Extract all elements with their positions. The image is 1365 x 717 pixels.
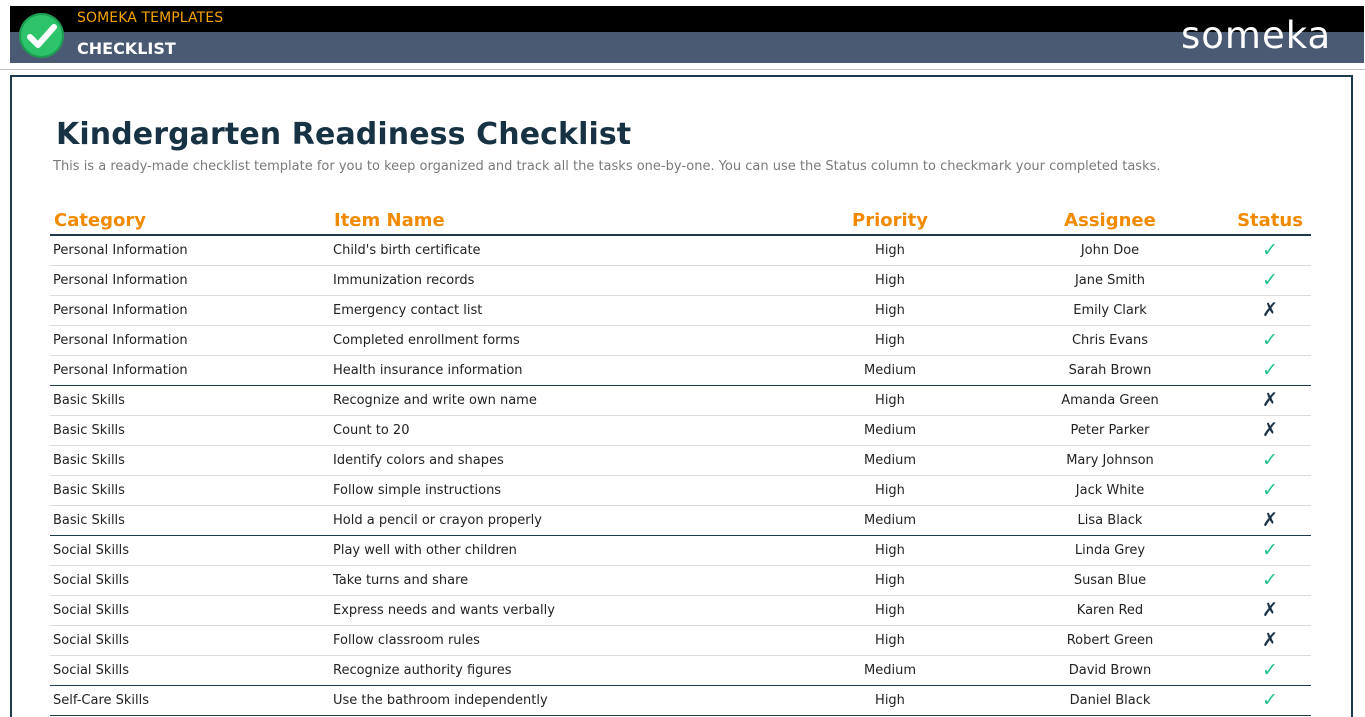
assignee-cell[interactable]: Jack White (1075, 483, 1145, 498)
table-header (0, 210, 1365, 236)
category-cell[interactable]: Self-Care Skills (53, 693, 150, 708)
table-row[interactable] (50, 656, 1311, 686)
item-name-cell[interactable]: Take turns and share (333, 573, 469, 588)
item-name-cell[interactable]: Play well with other children (333, 543, 517, 558)
item-name-cell[interactable]: Hold a pencil or crayon properly (333, 513, 542, 528)
check-circle-icon (19, 13, 64, 58)
item-name-cell[interactable]: Recognize authority figures (333, 663, 512, 678)
table-row[interactable] (50, 356, 1311, 386)
table-row[interactable] (50, 236, 1311, 266)
checkmark-icon[interactable]: ✓ (1262, 539, 1278, 561)
priority-cell[interactable]: Medium (864, 663, 916, 678)
assignee-cell[interactable]: Karen Red (1076, 603, 1144, 618)
assignee-cell[interactable]: Susan Blue (1073, 573, 1147, 588)
category-cell[interactable]: Social Skills (53, 633, 130, 648)
category-cell[interactable]: Social Skills (53, 543, 130, 558)
item-name-cell[interactable]: Completed enrollment forms (333, 333, 520, 348)
cross-icon[interactable]: ✗ (1262, 419, 1278, 441)
checkmark-icon[interactable]: ✓ (1262, 479, 1278, 501)
table-row[interactable] (50, 536, 1311, 566)
priority-cell[interactable]: High (875, 483, 905, 498)
priority-cell[interactable]: Medium (864, 423, 916, 438)
brand-label: SOMEKA TEMPLATES (77, 10, 224, 26)
column-header-assignee[interactable]: Assignee (1064, 210, 1156, 231)
priority-cell[interactable]: High (875, 243, 905, 258)
category-cell[interactable]: Personal Information (53, 333, 188, 348)
priority-cell[interactable]: Medium (864, 513, 916, 528)
page-description: This is a ready-made checklist template for you to keep organized and track all the tasks one-by-one. You can use the Status column to checkmark your completed tasks. (53, 159, 1161, 174)
table-row[interactable] (50, 296, 1311, 326)
assignee-cell[interactable]: Emily Clark (1073, 303, 1147, 318)
category-cell[interactable]: Basic Skills (53, 483, 125, 498)
priority-cell[interactable]: High (875, 543, 905, 558)
category-cell[interactable]: Social Skills (53, 573, 130, 588)
priority-cell[interactable]: High (875, 573, 905, 588)
assignee-cell[interactable]: Amanda Green (1061, 393, 1159, 408)
checkmark-icon[interactable]: ✓ (1262, 359, 1278, 381)
section-label: CHECKLIST (77, 39, 176, 58)
someka-logo[interactable]: someka (1181, 14, 1332, 57)
column-header-priority[interactable]: Priority (852, 210, 928, 231)
priority-cell[interactable]: High (875, 603, 905, 618)
item-name-cell[interactable]: Express needs and wants verbally (333, 603, 555, 618)
cross-icon[interactable]: ✗ (1262, 599, 1278, 621)
priority-cell[interactable]: High (875, 273, 905, 288)
item-name-cell[interactable]: Recognize and write own name (333, 393, 537, 408)
assignee-cell[interactable]: Linda Grey (1074, 543, 1146, 558)
assignee-cell[interactable]: Robert Green (1066, 633, 1154, 648)
checkmark-icon[interactable]: ✓ (1262, 659, 1278, 681)
priority-cell[interactable]: High (875, 633, 905, 648)
assignee-cell[interactable]: Daniel Black (1069, 693, 1151, 708)
item-name-cell[interactable]: Child's birth certificate (333, 243, 481, 258)
divider (0, 69, 1365, 70)
table-row[interactable] (50, 446, 1311, 476)
category-cell[interactable]: Personal Information (53, 273, 188, 288)
cross-icon[interactable]: ✗ (1262, 509, 1278, 531)
checkmark-icon[interactable]: ✓ (1262, 329, 1278, 351)
table-row[interactable] (50, 686, 1311, 716)
item-name-cell[interactable]: Use the bathroom independently (333, 693, 548, 708)
category-cell[interactable]: Personal Information (53, 303, 188, 318)
checkmark-icon[interactable]: ✓ (1262, 569, 1278, 591)
priority-cell[interactable]: High (875, 333, 905, 348)
table-row[interactable] (50, 326, 1311, 356)
item-name-cell[interactable]: Identify colors and shapes (333, 453, 504, 468)
item-name-cell[interactable]: Follow simple instructions (333, 483, 502, 498)
category-cell[interactable]: Basic Skills (53, 513, 125, 528)
checkmark-icon[interactable]: ✓ (1262, 689, 1278, 711)
category-cell[interactable]: Social Skills (53, 603, 130, 618)
column-header-category[interactable]: Category (54, 210, 147, 231)
table-row[interactable] (50, 266, 1311, 296)
priority-cell[interactable]: High (875, 393, 905, 408)
table-row[interactable] (50, 566, 1311, 596)
assignee-cell[interactable]: Sarah Brown (1068, 363, 1152, 378)
priority-cell[interactable]: Medium (864, 453, 916, 468)
column-header-item-name[interactable]: Item Name (334, 210, 445, 231)
header-bottom-bar (10, 32, 1364, 63)
assignee-cell[interactable]: David Brown (1068, 663, 1152, 678)
table-row[interactable] (50, 386, 1311, 416)
checkmark-icon[interactable]: ✓ (1262, 449, 1278, 471)
cross-icon[interactable]: ✗ (1262, 299, 1278, 321)
category-cell[interactable]: Personal Information (53, 243, 188, 258)
item-name-cell[interactable]: Health insurance information (333, 363, 523, 378)
item-name-cell[interactable]: Emergency contact list (333, 303, 483, 318)
priority-cell[interactable]: High (875, 693, 905, 708)
checkmark-icon[interactable]: ✓ (1262, 269, 1278, 291)
assignee-cell[interactable]: John Doe (1080, 243, 1140, 258)
checkmark-icon[interactable]: ✓ (1262, 239, 1278, 261)
item-name-cell[interactable]: Immunization records (333, 273, 475, 288)
column-header-status[interactable]: Status (1237, 210, 1303, 231)
table-row[interactable] (50, 506, 1311, 536)
category-cell[interactable]: Basic Skills (53, 423, 125, 438)
cross-icon[interactable]: ✗ (1262, 629, 1278, 651)
assignee-cell[interactable]: Jane Smith (1074, 273, 1146, 288)
priority-cell[interactable]: Medium (864, 363, 916, 378)
cross-icon[interactable]: ✗ (1262, 389, 1278, 411)
category-cell[interactable]: Basic Skills (53, 453, 125, 468)
item-name-cell[interactable]: Follow classroom rules (333, 633, 480, 648)
table-row[interactable] (50, 416, 1311, 446)
assignee-cell[interactable]: Peter Parker (1070, 423, 1150, 438)
table-row[interactable] (50, 476, 1311, 506)
table-row[interactable] (50, 626, 1311, 656)
item-name-cell[interactable]: Count to 20 (333, 423, 410, 438)
assignee-cell[interactable]: Mary Johnson (1066, 453, 1154, 468)
category-cell[interactable]: Basic Skills (53, 393, 125, 408)
priority-cell[interactable]: High (875, 303, 905, 318)
category-cell[interactable]: Personal Information (53, 363, 188, 378)
page-title: Kindergarten Readiness Checklist (56, 117, 632, 152)
assignee-cell[interactable]: Lisa Black (1077, 513, 1143, 528)
table-row[interactable] (50, 596, 1311, 626)
category-cell[interactable]: Social Skills (53, 663, 130, 678)
assignee-cell[interactable]: Chris Evans (1071, 333, 1149, 348)
checklist-table (50, 236, 1311, 716)
